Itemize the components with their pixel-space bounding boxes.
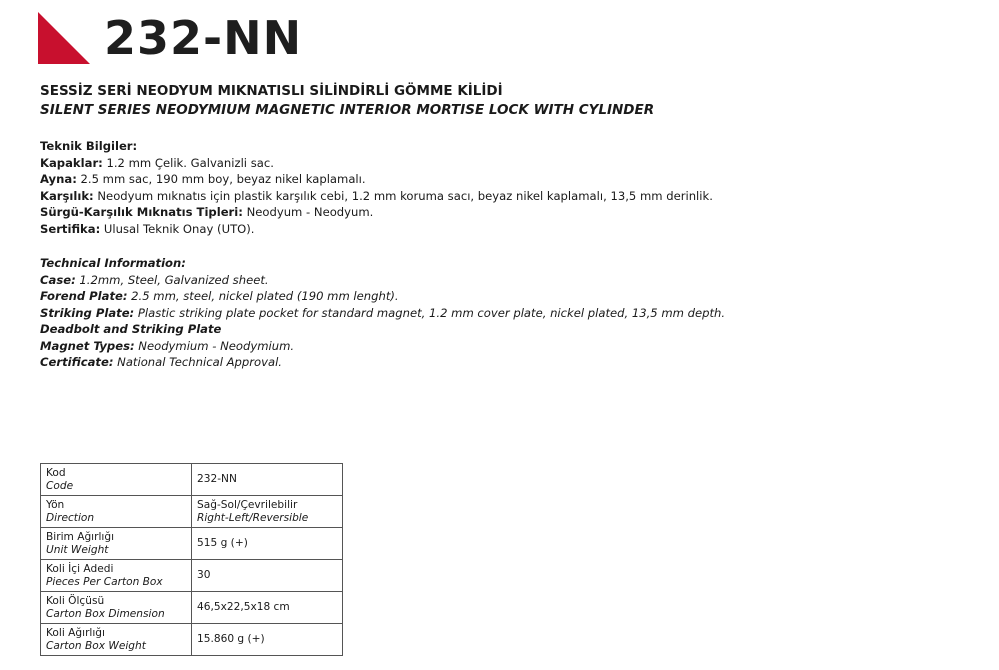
info-label: Certificate: [40,355,114,369]
technical-info-en [40,255,725,371]
spec-key-tr: Koli İçi Adedi [46,562,114,575]
spec-key-en: Code [46,479,74,492]
info-line [40,338,725,355]
info-line [40,171,713,188]
info-text: 2.5 mm sac, 190 mm boy, beyaz nikel kaplamalı. [76,172,366,186]
spec-value: 232-NN [197,473,237,485]
product-code-title: 232-NN [104,11,303,65]
technical-info-tr-heading: Teknik Bilgiler: [40,139,138,153]
info-text: Neodyum mıknatıs için plastik karşılık cebi, 1.2 mm koruma sacı, beyaz nikel kaplamalı, 13,5 mm derinlik. [93,188,713,203]
info-label: Karşılık: [40,188,94,203]
spec-key-en: Carton Box Dimension [46,607,165,620]
table-row [41,528,343,560]
spec-key-en: Unit Weight [46,543,109,556]
info-label: Deadbolt and Striking Plate [40,322,222,336]
spec-value-cell [192,592,343,624]
spec-value-cell [192,624,343,656]
spec-value: 30 [197,569,211,581]
info-label: Case: [40,272,76,287]
info-line [40,354,725,371]
spec-value: 46,5x22,5x18 cm [197,601,290,613]
product-title-tr: SESSİZ SERİ NEODYUM MIKNATISLI SİLİNDİRLİ GÖMME KİLİDİ [40,83,503,99]
info-text: Neodymium - Neodymium. [134,338,295,353]
product-title-en: SILENT SERIES NEODYMIUM MAGNETIC INTERIOR MORTISE LOCK WITH CYLINDER [40,102,655,118]
spec-key-en: Pieces Per Carton Box [46,575,163,588]
info-text: 1.2 mm Çelik. Galvanizli sac. [102,155,274,170]
table-row [41,592,343,624]
table-row [41,464,343,496]
spec-key-cell [41,496,192,528]
spec-key-cell [41,528,192,560]
spec-table [40,463,343,656]
info-label: Sürgü-Karşılık Mıknatıs Tipleri: [40,205,243,219]
info-line [40,288,725,305]
info-line [40,221,713,238]
info-label: Ayna: [40,172,77,186]
info-line [40,155,713,172]
info-line [40,188,713,205]
spec-key-tr: Koli Ölçüsü [46,594,105,607]
spec-value: 515 g (+) [197,537,248,549]
spec-key-cell [41,560,192,592]
red-triangle-logo [38,12,90,64]
spec-value-en: Right-Left/Reversible [197,511,309,524]
info-text: Ulusal Teknik Onay (UTO). [100,221,255,236]
technical-info-en-heading: Technical Information: [40,256,186,270]
info-text: National Technical Approval. [113,355,282,369]
spec-value-cell [192,560,343,592]
spec-key-tr: Yön [46,498,65,511]
info-line [40,272,725,289]
table-row [41,496,343,528]
spec-value-cell [192,528,343,560]
info-text: Neodyum - Neodyum. [242,205,374,219]
info-line [40,305,725,322]
spec-key-cell [41,624,192,656]
info-label: Kapaklar: [40,155,103,170]
spec-key-tr: Koli Ağırlığı [46,626,105,639]
info-label: Forend Plate: [40,289,128,303]
technical-info-tr [40,138,713,237]
spec-key-cell [41,464,192,496]
info-text: 1.2mm, Steel, Galvanized sheet. [75,272,269,287]
spec-value: 15.860 g (+) [197,633,265,645]
table-row [41,560,343,592]
spec-key-tr: Birim Ağırlığı [46,530,115,543]
spec-key-en: Carton Box Weight [46,639,146,652]
info-line [40,204,713,221]
table-row [41,624,343,656]
spec-value: Sağ-Sol/Çevrilebilir [197,498,298,511]
info-label: Sertifika: [40,221,101,236]
spec-key-en: Direction [46,511,95,524]
product-titles [40,82,654,120]
spec-key-cell [41,592,192,624]
header [38,6,302,70]
info-line [40,321,725,338]
info-label: Magnet Types: [40,338,135,353]
info-text: 2.5 mm, steel, nickel plated (190 mm lenght). [127,289,399,303]
spec-key-tr: Kod [46,466,66,479]
spec-value-cell [192,496,343,528]
info-text: Plastic striking plate pocket for standard magnet, 1.2 mm cover plate, nickel plated, 13,5 mm depth. [134,305,726,320]
info-label: Striking Plate: [40,305,135,320]
spec-value-cell [192,464,343,496]
